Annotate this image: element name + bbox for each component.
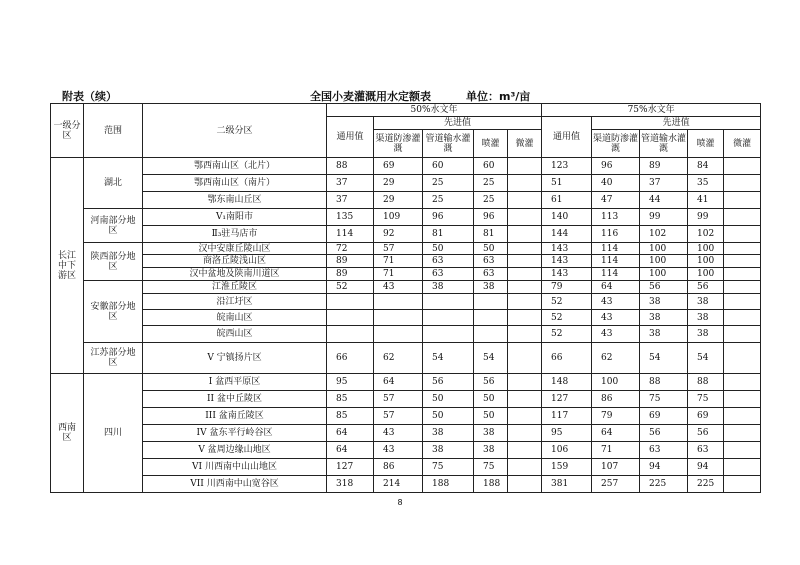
value-cell-50: 60 [474, 158, 508, 175]
value-cell-50: 43 [374, 442, 423, 459]
value-cell-50 [508, 408, 542, 425]
value-cell-75: 47 [592, 192, 640, 209]
value-cell-50: 95 [327, 374, 374, 391]
level2-cell: III 盆南丘陵区 [143, 408, 327, 425]
value-cell-50 [508, 175, 542, 192]
value-cell-75: 127 [542, 391, 592, 408]
value-cell-50: 96 [474, 209, 508, 226]
header-advanced-75: 先进值 [592, 117, 761, 130]
value-cell-75: 51 [542, 175, 592, 192]
level2-cell: 沿江圩区 [143, 294, 327, 310]
value-cell-75: 56 [688, 281, 724, 294]
table-row [51, 209, 761, 226]
value-cell-50 [474, 310, 508, 326]
value-cell-50 [508, 158, 542, 175]
value-cell-50: 52 [327, 281, 374, 294]
value-cell-75: 144 [542, 226, 592, 243]
value-cell-75: 99 [688, 209, 724, 226]
value-cell-75: 69 [640, 408, 688, 425]
value-cell-75: 102 [688, 226, 724, 243]
header-general-75: 通用值 [542, 117, 592, 158]
header-75pct: 75%水文年 [542, 104, 761, 117]
value-cell-75: 69 [688, 408, 724, 425]
value-cell-75: 40 [592, 175, 640, 192]
value-cell-75: 84 [688, 158, 724, 175]
value-cell-50 [508, 326, 542, 343]
value-cell-50: 75 [423, 459, 474, 476]
value-cell-75: 38 [688, 294, 724, 310]
level2-cell: II 盆中丘陵区 [143, 391, 327, 408]
value-cell-75: 38 [688, 310, 724, 326]
value-cell-75: 75 [640, 391, 688, 408]
value-cell-50: 57 [374, 391, 423, 408]
header-pipe-75: 管道输水灌溉 [640, 130, 688, 158]
header-general-50: 通用值 [327, 117, 374, 158]
value-cell-75: 54 [688, 343, 724, 374]
value-cell-75 [724, 442, 761, 459]
range-cell: 湖北 [84, 158, 143, 209]
value-cell-50: 43 [374, 425, 423, 442]
value-cell-75: 43 [592, 326, 640, 343]
value-cell-75 [724, 310, 761, 326]
header-50pct: 50%水文年 [327, 104, 542, 117]
value-cell-75 [724, 268, 761, 281]
table-row [51, 243, 761, 255]
level2-cell: VI 川西南中山山地区 [143, 459, 327, 476]
value-cell-50 [423, 326, 474, 343]
value-cell-75: 38 [640, 310, 688, 326]
value-cell-75: 114 [592, 243, 640, 255]
value-cell-50: 50 [423, 391, 474, 408]
value-cell-75 [724, 255, 761, 268]
value-cell-75: 52 [542, 310, 592, 326]
value-cell-50: 50 [474, 391, 508, 408]
value-cell-50: 72 [327, 243, 374, 255]
value-cell-75: 52 [542, 326, 592, 343]
value-cell-75 [724, 294, 761, 310]
value-cell-75 [724, 343, 761, 374]
value-cell-75: 159 [542, 459, 592, 476]
value-cell-50: 135 [327, 209, 374, 226]
value-cell-50: 38 [474, 281, 508, 294]
value-cell-75 [724, 459, 761, 476]
range-cell: 陕西部分地区 [84, 243, 143, 281]
value-cell-50: 60 [423, 158, 474, 175]
value-cell-75: 94 [688, 459, 724, 476]
value-cell-50: 63 [423, 268, 474, 281]
value-cell-50: 81 [423, 226, 474, 243]
value-cell-50: 114 [327, 226, 374, 243]
value-cell-50: 54 [423, 343, 474, 374]
table-row [51, 408, 761, 425]
value-cell-75 [724, 192, 761, 209]
value-cell-50 [508, 226, 542, 243]
value-cell-75: 100 [640, 255, 688, 268]
value-cell-50: 50 [474, 408, 508, 425]
value-cell-50 [327, 326, 374, 343]
table-row [51, 425, 761, 442]
value-cell-75: 100 [688, 268, 724, 281]
level2-cell: 鄂东南山丘区 [143, 192, 327, 209]
value-cell-50: 69 [374, 158, 423, 175]
value-cell-75: 100 [592, 374, 640, 391]
table-row [51, 391, 761, 408]
value-cell-75: 62 [592, 343, 640, 374]
table-row [51, 310, 761, 326]
value-cell-50: 57 [374, 408, 423, 425]
value-cell-75: 41 [688, 192, 724, 209]
level2-cell: 汉中安康丘陵山区 [143, 243, 327, 255]
value-cell-75: 116 [592, 226, 640, 243]
value-cell-50: 85 [327, 391, 374, 408]
value-cell-50: 92 [374, 226, 423, 243]
header-advanced-50: 先进值 [374, 117, 542, 130]
table-row [51, 326, 761, 343]
value-cell-75: 43 [592, 294, 640, 310]
value-cell-50 [508, 281, 542, 294]
value-cell-50: 50 [423, 408, 474, 425]
value-cell-50 [508, 268, 542, 281]
range-cell: 江苏部分地区 [84, 343, 143, 374]
value-cell-75: 148 [542, 374, 592, 391]
table-row [51, 343, 761, 374]
value-cell-50 [508, 442, 542, 459]
value-cell-75: 257 [592, 476, 640, 493]
page-header [50, 88, 760, 104]
value-cell-50: 109 [374, 209, 423, 226]
value-cell-75: 86 [592, 391, 640, 408]
value-cell-75 [724, 425, 761, 442]
value-cell-75: 56 [688, 425, 724, 442]
value-cell-50 [508, 192, 542, 209]
value-cell-75 [724, 226, 761, 243]
value-cell-75: 89 [640, 158, 688, 175]
value-cell-75: 35 [688, 175, 724, 192]
level2-cell: 鄂西南山区（南片） [143, 175, 327, 192]
level2-cell: V 盆周边缘山地区 [143, 442, 327, 459]
value-cell-75: 140 [542, 209, 592, 226]
value-cell-75: 43 [592, 310, 640, 326]
value-cell-75: 100 [688, 255, 724, 268]
value-cell-50: 29 [374, 192, 423, 209]
value-cell-75 [724, 175, 761, 192]
value-cell-50 [423, 294, 474, 310]
header-micro-75: 微灌 [724, 130, 761, 158]
value-cell-75: 123 [542, 158, 592, 175]
appendix-label: 附表（续） [62, 90, 117, 103]
header-spray-50: 喷灌 [474, 130, 508, 158]
header-spray-75: 喷灌 [688, 130, 724, 158]
value-cell-75 [724, 281, 761, 294]
value-cell-50: 38 [423, 442, 474, 459]
value-cell-75: 381 [542, 476, 592, 493]
value-cell-75 [724, 243, 761, 255]
value-cell-50: 89 [327, 255, 374, 268]
value-cell-50: 188 [474, 476, 508, 493]
value-cell-50: 64 [374, 374, 423, 391]
table-row [51, 442, 761, 459]
value-cell-50 [474, 294, 508, 310]
level2-cell: 皖西山区 [143, 326, 327, 343]
value-cell-75: 100 [688, 243, 724, 255]
table-row [51, 268, 761, 281]
value-cell-75: 56 [640, 281, 688, 294]
header-range: 范围 [84, 104, 143, 158]
value-cell-50: 71 [374, 255, 423, 268]
value-cell-50: 38 [474, 442, 508, 459]
value-cell-50 [327, 310, 374, 326]
value-cell-75 [724, 158, 761, 175]
value-cell-50 [508, 310, 542, 326]
value-cell-75: 225 [640, 476, 688, 493]
table-row [51, 255, 761, 268]
header-micro-50: 微灌 [508, 130, 542, 158]
value-cell-50 [508, 425, 542, 442]
value-cell-75: 88 [640, 374, 688, 391]
value-cell-50: 38 [474, 425, 508, 442]
level1-cell: 西南区 [51, 374, 84, 493]
table-row [51, 192, 761, 209]
value-cell-50: 62 [374, 343, 423, 374]
level2-cell: 鄂西南山区（北片） [143, 158, 327, 175]
value-cell-75: 61 [542, 192, 592, 209]
value-cell-75 [724, 374, 761, 391]
value-cell-75: 100 [640, 268, 688, 281]
value-cell-50: 50 [423, 243, 474, 255]
value-cell-75: 106 [542, 442, 592, 459]
value-cell-75: 114 [592, 268, 640, 281]
value-cell-75: 143 [542, 243, 592, 255]
table-row [51, 294, 761, 310]
value-cell-50 [423, 310, 474, 326]
value-cell-75 [724, 326, 761, 343]
value-cell-50: 89 [327, 268, 374, 281]
range-cell: 河南部分地区 [84, 209, 143, 243]
value-cell-75: 56 [640, 425, 688, 442]
value-cell-75: 63 [688, 442, 724, 459]
value-cell-50: 66 [327, 343, 374, 374]
header-level1: 一级分区 [51, 104, 84, 158]
value-cell-75 [724, 476, 761, 493]
value-cell-75: 79 [542, 281, 592, 294]
level2-cell: VII 川西南中山宽谷区 [143, 476, 327, 493]
value-cell-75: 66 [542, 343, 592, 374]
table-row [51, 226, 761, 243]
value-cell-50: 188 [423, 476, 474, 493]
value-cell-75: 54 [640, 343, 688, 374]
value-cell-50: 37 [327, 192, 374, 209]
value-cell-50 [374, 294, 423, 310]
value-cell-75: 107 [592, 459, 640, 476]
value-cell-50 [508, 294, 542, 310]
value-cell-50: 64 [327, 425, 374, 442]
value-cell-75: 113 [592, 209, 640, 226]
value-cell-50: 71 [374, 268, 423, 281]
value-cell-50: 88 [327, 158, 374, 175]
value-cell-75: 99 [640, 209, 688, 226]
value-cell-75: 63 [640, 442, 688, 459]
value-cell-75: 100 [640, 243, 688, 255]
value-cell-75: 143 [542, 268, 592, 281]
range-cell: 四川 [84, 374, 143, 493]
level2-cell: IV 盆东平行岭谷区 [143, 425, 327, 442]
value-cell-50 [508, 243, 542, 255]
table-row [51, 459, 761, 476]
header-pipe-50: 管道输水灌溉 [423, 130, 474, 158]
level2-cell: 皖南山区 [143, 310, 327, 326]
level2-cell: Ⅱ₃驻马店市 [143, 226, 327, 243]
value-cell-50: 25 [423, 175, 474, 192]
value-cell-75: 64 [592, 425, 640, 442]
value-cell-50: 64 [327, 442, 374, 459]
value-cell-75: 64 [592, 281, 640, 294]
value-cell-50 [508, 343, 542, 374]
value-cell-50: 86 [374, 459, 423, 476]
header-canal-75: 渠道防渗灌溉 [592, 130, 640, 158]
value-cell-50 [508, 476, 542, 493]
value-cell-50: 50 [474, 243, 508, 255]
value-cell-50: 25 [474, 175, 508, 192]
value-cell-75: 88 [688, 374, 724, 391]
value-cell-75: 75 [688, 391, 724, 408]
value-cell-75: 114 [592, 255, 640, 268]
table-title: 全国小麦灌溉用水定额表 [310, 90, 431, 103]
level2-cell: I 盆西平原区 [143, 374, 327, 391]
header-level2: 二级分区 [143, 104, 327, 158]
value-cell-75: 71 [592, 442, 640, 459]
value-cell-50 [508, 374, 542, 391]
table-row [51, 158, 761, 175]
value-cell-50: 75 [474, 459, 508, 476]
page-number: 8 [397, 498, 403, 507]
value-cell-75: 52 [542, 294, 592, 310]
value-cell-50: 63 [474, 255, 508, 268]
level1-cell: 长江中下游区 [51, 158, 84, 374]
value-cell-50: 38 [423, 281, 474, 294]
value-cell-50 [327, 294, 374, 310]
table-row [51, 476, 761, 493]
header-canal-50: 渠道防渗灌溉 [374, 130, 423, 158]
value-cell-75: 37 [640, 175, 688, 192]
value-cell-75: 117 [542, 408, 592, 425]
value-cell-75 [724, 391, 761, 408]
value-cell-50: 25 [474, 192, 508, 209]
value-cell-50: 57 [374, 243, 423, 255]
value-cell-50 [508, 459, 542, 476]
table-row [51, 281, 761, 294]
value-cell-50: 56 [474, 374, 508, 391]
value-cell-50 [374, 326, 423, 343]
value-cell-50: 318 [327, 476, 374, 493]
value-cell-50: 43 [374, 281, 423, 294]
value-cell-75: 143 [542, 255, 592, 268]
value-cell-50 [374, 310, 423, 326]
water-quota-table [50, 103, 761, 493]
value-cell-50: 85 [327, 408, 374, 425]
table-row [51, 374, 761, 391]
value-cell-75: 225 [688, 476, 724, 493]
unit-label: 单位：m³/亩 [466, 90, 531, 103]
value-cell-50: 38 [423, 425, 474, 442]
value-cell-75: 96 [592, 158, 640, 175]
value-cell-50 [508, 209, 542, 226]
level2-cell: 江淮丘陵区 [143, 281, 327, 294]
value-cell-75: 95 [542, 425, 592, 442]
value-cell-50: 25 [423, 192, 474, 209]
value-cell-75: 38 [688, 326, 724, 343]
value-cell-50: 37 [327, 175, 374, 192]
value-cell-50: 81 [474, 226, 508, 243]
level2-cell: 汉中盆地及陕南川道区 [143, 268, 327, 281]
value-cell-50 [508, 391, 542, 408]
value-cell-50: 63 [423, 255, 474, 268]
value-cell-50: 127 [327, 459, 374, 476]
value-cell-50: 54 [474, 343, 508, 374]
value-cell-50: 29 [374, 175, 423, 192]
value-cell-75 [724, 209, 761, 226]
level2-cell: V 宁镇扬片区 [143, 343, 327, 374]
value-cell-50: 56 [423, 374, 474, 391]
value-cell-75: 94 [640, 459, 688, 476]
value-cell-75: 79 [592, 408, 640, 425]
value-cell-50: 214 [374, 476, 423, 493]
level2-cell: 商洛丘陵浅山区 [143, 255, 327, 268]
value-cell-75: 102 [640, 226, 688, 243]
range-cell: 安徽部分地区 [84, 281, 143, 343]
value-cell-75 [724, 408, 761, 425]
value-cell-75: 44 [640, 192, 688, 209]
value-cell-50 [474, 326, 508, 343]
value-cell-50 [508, 255, 542, 268]
table-row [51, 175, 761, 192]
value-cell-75: 38 [640, 294, 688, 310]
value-cell-75: 38 [640, 326, 688, 343]
value-cell-50: 96 [423, 209, 474, 226]
level2-cell: V₁南阳市 [143, 209, 327, 226]
value-cell-50: 63 [474, 268, 508, 281]
